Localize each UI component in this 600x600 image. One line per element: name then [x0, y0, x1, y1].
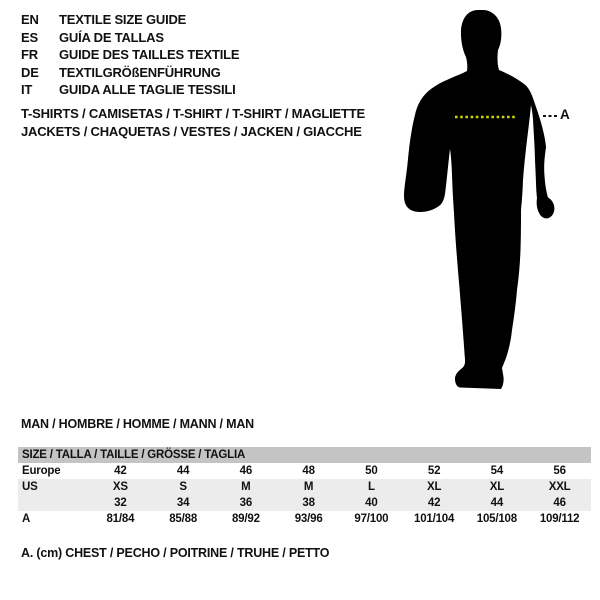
size-cell: 105/108: [476, 513, 517, 525]
language-code: EN: [21, 12, 39, 27]
language-code: DE: [21, 64, 39, 80]
language-title: TEXTILGRÖßENFÜHRUNG: [59, 64, 221, 80]
table-row-numeric: [18, 495, 591, 511]
table-row-europe: [18, 463, 591, 479]
category-line-tshirts: T-SHIRTS / CAMISETAS / T-SHIRT / T-SHIRT / MAGLIETTE: [21, 106, 365, 121]
size-cell: 42: [114, 465, 127, 477]
measure-label-a: A: [560, 107, 570, 122]
size-cell: XL: [489, 481, 505, 493]
language-title: GUIDE DES TAILLES TEXTILE: [59, 47, 240, 62]
language-title: GUIDA ALLE TAGLIE TESSILI: [59, 82, 236, 97]
size-cell: 52: [427, 465, 441, 477]
size-cell: 81/84: [106, 513, 135, 525]
size-cell: 44: [176, 465, 190, 477]
language-title: GUÍA DE TALLAS: [59, 29, 164, 45]
size-cell: 56: [553, 465, 566, 477]
man-caption: MAN / HOMBRE / HOMME / MANN / MAN: [21, 417, 254, 431]
size-cell: 89/92: [231, 513, 260, 525]
size-cell: M: [303, 481, 314, 493]
size-table: [18, 447, 591, 528]
size-cell: 48: [302, 465, 315, 477]
row-label: A: [22, 513, 31, 525]
size-cell: M: [241, 481, 251, 493]
size-cell: XXL: [548, 481, 571, 493]
chest-footnote: A. (cm) CHEST / PECHO / POITRINE / TRUHE / PETTO: [21, 546, 330, 560]
garment-categories: [21, 105, 365, 140]
size-cell: 54: [490, 465, 504, 477]
size-cell: L: [367, 481, 375, 493]
row-label: Europe: [22, 465, 61, 477]
language-title: TEXTILE SIZE GUIDE: [59, 12, 187, 27]
size-cell: 40: [365, 497, 378, 509]
size-cell: 34: [176, 497, 190, 509]
size-table-header: SIZE / TALLA / TAILLE / GRÖSSE / TAGLIA: [18, 447, 591, 463]
language-row-de: [21, 64, 239, 82]
size-cell: 50: [365, 465, 378, 477]
measure-callout-dashes: [543, 115, 558, 117]
language-code: FR: [21, 47, 38, 62]
size-cell: 97/100: [354, 513, 389, 525]
size-cell: 42: [427, 497, 441, 509]
size-cell: 36: [239, 497, 253, 509]
size-cell: 101/104: [414, 513, 455, 525]
language-code: IT: [21, 82, 33, 97]
man-silhouette: [395, 8, 570, 393]
table-row-us: [18, 479, 591, 495]
row-label: US: [22, 481, 38, 493]
size-cell: 46: [553, 497, 566, 509]
row-label: [18, 495, 89, 511]
size-cell: 85/88: [169, 513, 198, 525]
size-cell: XS: [112, 481, 128, 493]
language-row-en: [21, 11, 239, 29]
size-cell: XL: [426, 481, 442, 493]
size-cell: S: [179, 481, 187, 493]
size-cell: 109/112: [539, 513, 580, 525]
language-code: ES: [21, 29, 38, 45]
size-cell: 44: [490, 497, 504, 509]
size-cell: 32: [114, 497, 127, 509]
language-row-it: [21, 81, 239, 99]
size-cell: 38: [302, 497, 315, 509]
table-row-chest-cm: [18, 511, 591, 528]
language-list: [21, 11, 239, 99]
category-line-jackets: JACKETS / CHAQUETAS / VESTES / JACKEN / GIACCHE: [21, 123, 362, 139]
size-cell: 93/96: [294, 513, 323, 525]
language-row-fr: [21, 46, 239, 64]
man-silhouette-shape: [404, 10, 554, 389]
language-row-es: [21, 29, 239, 47]
size-cell: 46: [239, 465, 253, 477]
